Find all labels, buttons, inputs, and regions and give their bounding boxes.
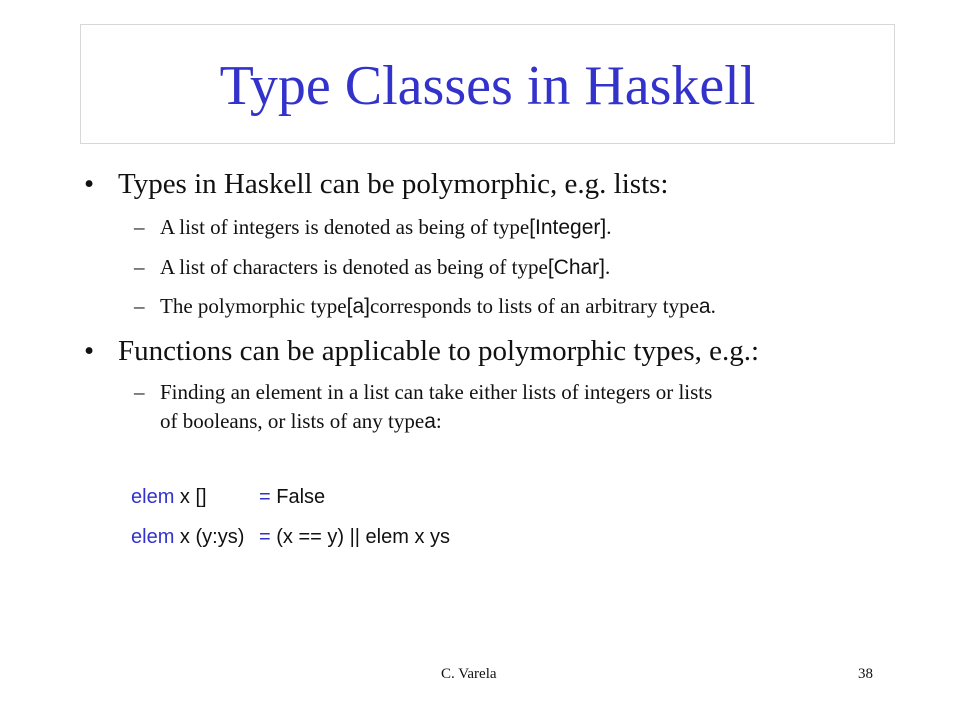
dash-mark: –	[134, 255, 145, 279]
sub-bullet-text: The polymorphic type	[160, 294, 347, 318]
code-line-2	[131, 526, 450, 549]
code-equals: =	[259, 526, 271, 548]
sub-bullet-1-2	[134, 255, 610, 280]
inline-code: [Char]	[547, 256, 605, 279]
dash-mark: –	[134, 380, 145, 404]
sub-bullet-text: A list of integers is denoted as being of type	[160, 215, 530, 239]
sub-bullet-2-1-cont	[160, 409, 442, 434]
dash-mark: –	[134, 215, 145, 239]
bullet-1	[84, 168, 668, 201]
sub-bullet-1-3	[134, 294, 716, 319]
code-lhs	[131, 486, 259, 509]
bullet-1-text: Types in Haskell can be polymorphic, e.g. lists:	[118, 168, 669, 200]
sub-bullet-text: :	[435, 409, 442, 433]
code-keyword: elem	[131, 526, 175, 548]
sub-bullet-text: A list of characters is denoted as being of type	[160, 255, 548, 279]
code-args: x (y:ys)	[174, 526, 245, 548]
inline-code: [Integer]	[529, 216, 607, 239]
bullet-2-text: Functions can be applicable to polymorphic types, e.g.:	[118, 335, 760, 367]
slide-title: Type Classes in Haskell	[219, 55, 756, 117]
sub-bullet-1-1	[134, 215, 612, 240]
code-lhs	[131, 526, 259, 549]
dash-mark: –	[134, 294, 145, 318]
code-rhs: (x == y) || elem x ys	[270, 526, 451, 548]
sub-bullet-2-1	[134, 380, 712, 405]
code-rhs: False	[270, 486, 326, 508]
code-keyword: elem	[131, 486, 175, 508]
footer-page-number: 38	[858, 666, 873, 682]
footer-author: C. Varela	[441, 666, 497, 682]
bullet-2	[84, 335, 759, 368]
sub-bullet-text: .	[605, 255, 611, 279]
sub-bullet-text: .	[710, 294, 716, 318]
bullet-mark: •	[84, 335, 95, 367]
code-args: x []	[174, 486, 207, 508]
sub-bullet-text: of booleans, or lists of any type	[160, 409, 425, 433]
title-box	[80, 24, 895, 144]
code-line-1	[131, 486, 325, 509]
inline-code: [a]	[346, 295, 370, 318]
sub-bullet-text: Finding an element in a list can take either lists of integers or lists	[160, 380, 713, 404]
inline-code: a	[424, 410, 436, 433]
bullet-mark: •	[84, 168, 95, 200]
inline-code: a	[698, 295, 711, 318]
code-equals: =	[259, 486, 271, 508]
sub-bullet-text: .	[606, 215, 612, 239]
sub-bullet-text: corresponds to lists of an arbitrary type	[369, 294, 699, 318]
